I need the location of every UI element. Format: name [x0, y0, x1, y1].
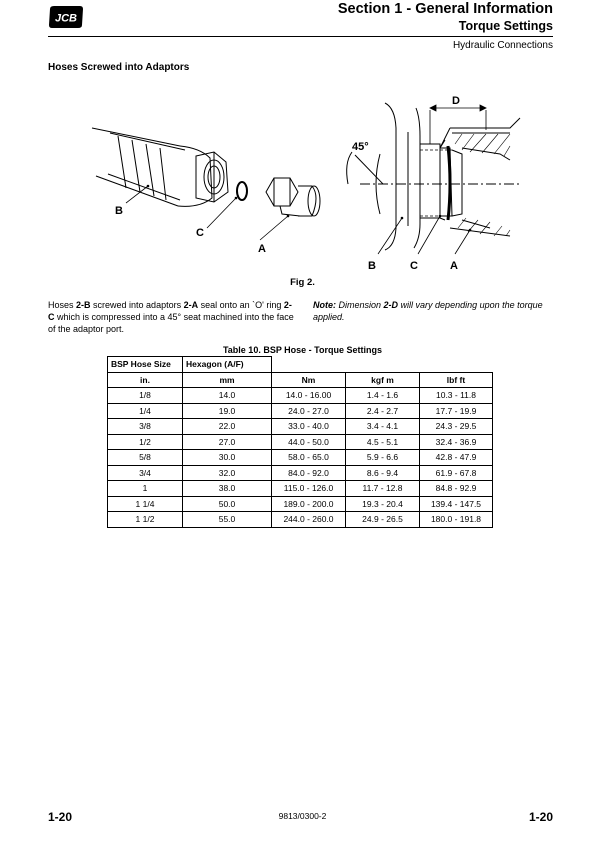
table-cell: 1/8: [108, 388, 183, 404]
page-heading: Hoses Screwed into Adaptors: [48, 62, 190, 73]
torque-table: [107, 356, 493, 528]
table-header-row-1: [108, 357, 493, 373]
table-cell: 32.4 - 36.9: [420, 434, 493, 450]
table-cell: 24.0 - 27.0: [272, 403, 346, 419]
label-d: D: [452, 95, 460, 107]
table-cell: 84.8 - 92.9: [420, 481, 493, 497]
table-row: [108, 450, 493, 466]
table-cell: 84.0 - 92.0: [272, 465, 346, 481]
table-cell: 22.0: [183, 419, 272, 435]
table-cell: 1/4: [108, 403, 183, 419]
page-number-left: 1-20: [48, 810, 73, 824]
table-header-cell: Hexagon (A/F): [183, 357, 272, 373]
table-cell: 50.0: [183, 496, 272, 512]
table-header-cell: kgf m: [346, 372, 420, 388]
seal-ring: [448, 146, 450, 220]
description-text: Hoses 2-B screwed into adaptors 2-A seal onto an `O' ring 2-C which is compressed into a 45° seat machined into the face of the adaptor port.: [48, 300, 294, 334]
svg-text:JCB: JCB: [54, 12, 78, 25]
table-cell: 27.0: [183, 434, 272, 450]
label-45-degrees: 45°: [352, 141, 369, 153]
table-cell: 5.9 - 6.6: [346, 450, 420, 466]
table-cell: 14.0 - 16.00: [272, 388, 346, 404]
table-cell: 44.0 - 50.0: [272, 434, 346, 450]
table-cell: 139.4 - 147.5: [420, 496, 493, 512]
table-row: [108, 512, 493, 528]
sub-subsection-title: Hydraulic Connections: [452, 40, 553, 51]
label-b-right: B: [368, 260, 376, 272]
table-cell: 189.0 - 200.0: [272, 496, 346, 512]
table-cell: 3/4: [108, 465, 183, 481]
jcb-logo: [48, 5, 84, 29]
table-cell: 38.0: [183, 481, 272, 497]
subsection-title: Torque Settings: [458, 19, 553, 33]
table-cell: 24.3 - 29.5: [420, 419, 493, 435]
table-row: [108, 403, 493, 419]
table-header-cell: lbf ft: [420, 372, 493, 388]
table-cell: 244.0 - 260.0: [272, 512, 346, 528]
table-cell: 61.9 - 67.8: [420, 465, 493, 481]
table-cell: 1: [108, 481, 183, 497]
label-c-right: C: [410, 260, 418, 272]
page-number-right: 1-20: [528, 810, 553, 824]
table-cell: 14.0: [183, 388, 272, 404]
table-cell: 1/2: [108, 434, 183, 450]
table-row: [108, 388, 493, 404]
table-row: [108, 434, 493, 450]
table-cell: 5/8: [108, 450, 183, 466]
table-cell: 10.3 - 11.8: [420, 388, 493, 404]
table-cell: 115.0 - 126.0: [272, 481, 346, 497]
table-cell: 30.0: [183, 450, 272, 466]
hose-adaptor-figure: [0, 88, 605, 273]
table-cell: 19.0: [183, 403, 272, 419]
table-header-cell: in.: [108, 372, 183, 388]
table-cell: 24.9 - 26.5: [346, 512, 420, 528]
label-a-left: A: [258, 243, 266, 255]
table-header-row-2: [108, 372, 493, 388]
table-row: [108, 481, 493, 497]
table-cell: 2.4 - 2.7: [346, 403, 420, 419]
table-cell: 1 1/4: [108, 496, 183, 512]
table-cell: 3.4 - 4.1: [346, 419, 420, 435]
table-cell: 19.3 - 20.4: [346, 496, 420, 512]
note-text: Note: Dimension 2-D will vary depending upon the torque applied.: [313, 300, 543, 322]
document-number: 9813/0300-2: [278, 811, 327, 821]
table-row: [108, 465, 493, 481]
table-cell: 4.5 - 5.1: [346, 434, 420, 450]
table-cell: 17.7 - 19.9: [420, 403, 493, 419]
table-cell: 55.0: [183, 512, 272, 528]
table-row: [108, 419, 493, 435]
table-header-blank: [272, 357, 493, 373]
table-cell: 42.8 - 47.9: [420, 450, 493, 466]
table-cell: 11.7 - 12.8: [346, 481, 420, 497]
table-header-cell: Nm: [272, 372, 346, 388]
table-row: [108, 496, 493, 512]
table-cell: 8.6 - 9.4: [346, 465, 420, 481]
section-title: Section 1 - General Information: [337, 1, 553, 17]
header-rule: [48, 36, 553, 37]
table-cell: 1.4 - 1.6: [346, 388, 420, 404]
table-cell: 58.0 - 65.0: [272, 450, 346, 466]
table-header-cell: mm: [183, 372, 272, 388]
table-cell: 32.0: [183, 465, 272, 481]
label-a-right: A: [450, 260, 458, 272]
table-cell: 180.0 - 191.8: [420, 512, 493, 528]
table-cell: 1 1/2: [108, 512, 183, 528]
table-caption: Table 10. BSP Hose - Torque Settings: [222, 345, 383, 355]
table-header-cell: BSP Hose Size: [108, 357, 183, 373]
table-cell: 3/8: [108, 419, 183, 435]
table-cell: 33.0 - 40.0: [272, 419, 346, 435]
figure-caption: Fig 2.: [290, 277, 315, 288]
label-b-left: B: [115, 205, 123, 217]
label-c-left: C: [196, 227, 204, 239]
